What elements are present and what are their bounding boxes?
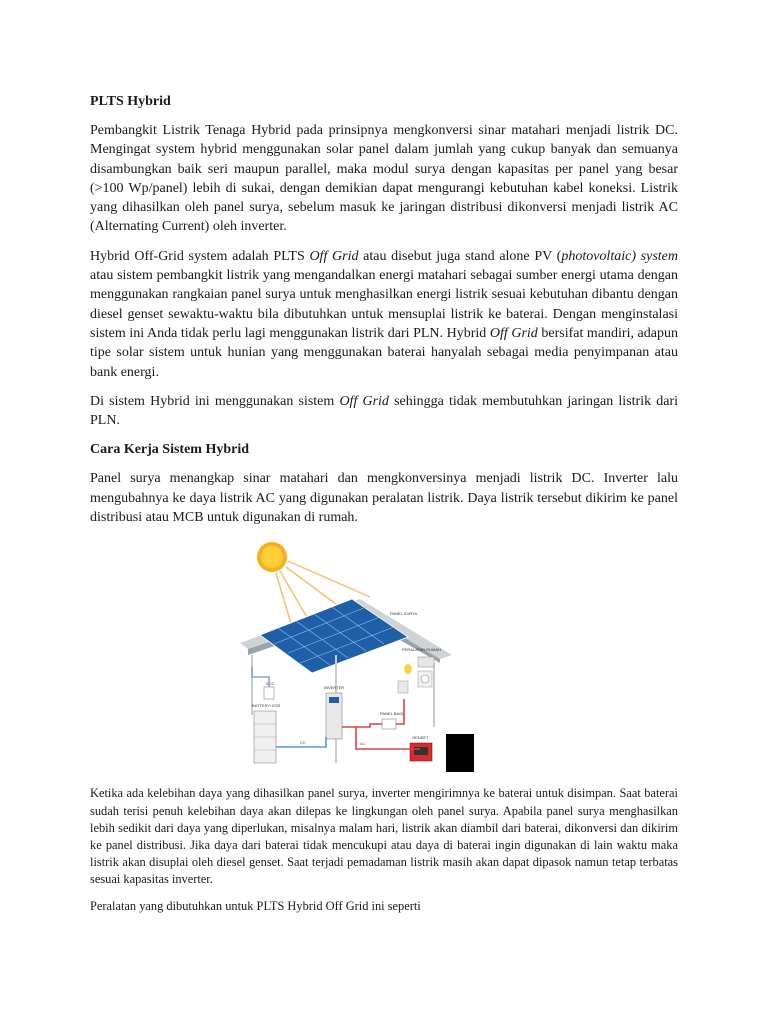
label-inverter: INVERTER: [324, 685, 345, 691]
paragraph-hybrid-system: [90, 392, 678, 431]
diagram-illustration: [230, 537, 460, 775]
paragraph-how-it-works: Panel surya menangkap sinar matahari dan mengkonversinya menjadi listrik DC. Inverter lalu mengubahnya ke daya listrik AC yang digunakan peralatan listrik. Daya listrik tersebut dikirim ke panel distribusi atau MCB untuk digunakan di rumah.: [90, 471, 678, 526]
inverter-icon: [326, 693, 342, 739]
text-run: bersifat mandiri, adapun tipe solar sistem untuk hunian yang menggunakan baterai hanyalah sebagai media penyimpanan atau bank energi.: [90, 325, 678, 380]
genset-icon: [410, 743, 432, 761]
paragraph-equipment-intro: Peralatan yang dibutuhkan untuk PLTS Hybrid Off Grid ini seperti: [90, 898, 421, 913]
text-run: atau sistem pembangkit listrik yang mengandalkan energi matahari sebagai sumber energi utama dengan menggunakan rangkaian panel surya untuk menghasilkan energi listrik sesuai kebutuhan dibantu dengan diesel genset sewaktu-waktu bila dibutuhkan untuk mensuplai listrik ke baterai. Dengan menginstalasi sistem ini Anda tidak perlu lagi menggunakan listrik dari PLN. Hybrid: [90, 268, 678, 341]
label-dc: DC: [300, 740, 306, 746]
solar-panel-icon: [260, 599, 408, 673]
italic-term: photovoltaic) system: [561, 248, 678, 264]
section-title-plts-hybrid: PLTS Hybrid: [90, 94, 171, 109]
hybrid-system-diagram: [90, 537, 678, 775]
black-redaction-block: [446, 734, 474, 772]
italic-term: Off Grid: [309, 248, 359, 264]
text-run: atau disebut juga stand alone PV (: [358, 248, 562, 264]
text-run: Di sistem Hybrid ini menggunakan sistem: [90, 393, 340, 409]
paragraph-intro: Pembangkit Listrik Tenaga Hybrid pada prinsipnya mengkonversi sinar matahari menjadi listrik DC. Mengingat system hybrid menggunakan solar panel dalam jumlah yang cukup banyak dan semuanya disambungkan baik seri maupun parallel, maka modul surya dengan kapasitas per panel yang besar (>100 Wp/panel) lebih di sukai, dengan demikian dapat mengurangi kebutuhan kabel koneksi. Listrik yang dihasilkan oleh panel surya, sebelum masuk ke jaringan distribusi dikonversi menjadi listrik AC (Alternating Current) oleh inverter.: [90, 123, 678, 235]
section-title-cara-kerja: Cara Kerja Sistem Hybrid: [90, 442, 250, 458]
battery-icon: [254, 711, 276, 763]
label-panel-bagi: PANEL BAGI: [380, 711, 404, 717]
label-peralatan-rumah: PERALATAN RUMAH: [402, 647, 441, 653]
label-genset: GENSET: [412, 735, 429, 741]
italic-term: Off Grid: [489, 325, 538, 341]
text-run: Hybrid Off-Grid system adalah PLTS: [90, 248, 310, 264]
italic-term: Off Grid: [339, 393, 389, 409]
label-ac: AC: [360, 741, 366, 747]
paragraph-excess-power: Ketika ada kelebihan daya yang dihasilkan panel surya, inverter mengirimnya ke baterai untuk disimpan. Saat baterai sudah terisi penuh kelebihan daya akan dilepas ke lingkungan oleh panel surya. Apabila panel surya menghasilkan lebih sedikit dari daya yang diperlukan, misalnya malam hari, listrik akan diambil dari baterai, dikonversi dan dikirim ke panel distribusi. Jika daya dari baterai tidak mencukupi atau daya di baterai ingin digunakan di lain waktu maka listrik akan disuplai oleh diesel genset. Saat terjadi pemadaman listrik masih akan dapat dipasok namun tetap terbatas sesuai kapasitas inverter.: [90, 786, 678, 887]
paragraph-offgrid-definition: [90, 247, 678, 382]
scc-icon: [264, 687, 274, 699]
label-battery: BATTERY/ ESS: [252, 703, 281, 709]
panel-bagi-icon: [382, 719, 396, 729]
label-panel-surya: PANEL SURYA: [390, 611, 418, 617]
document-content: [90, 92, 678, 924]
sun-icon: [257, 542, 287, 572]
label-scc: SCC: [266, 681, 275, 687]
text-run: sehingga tidak membutuhkan jaringan listrik dari PLN.: [90, 393, 678, 429]
